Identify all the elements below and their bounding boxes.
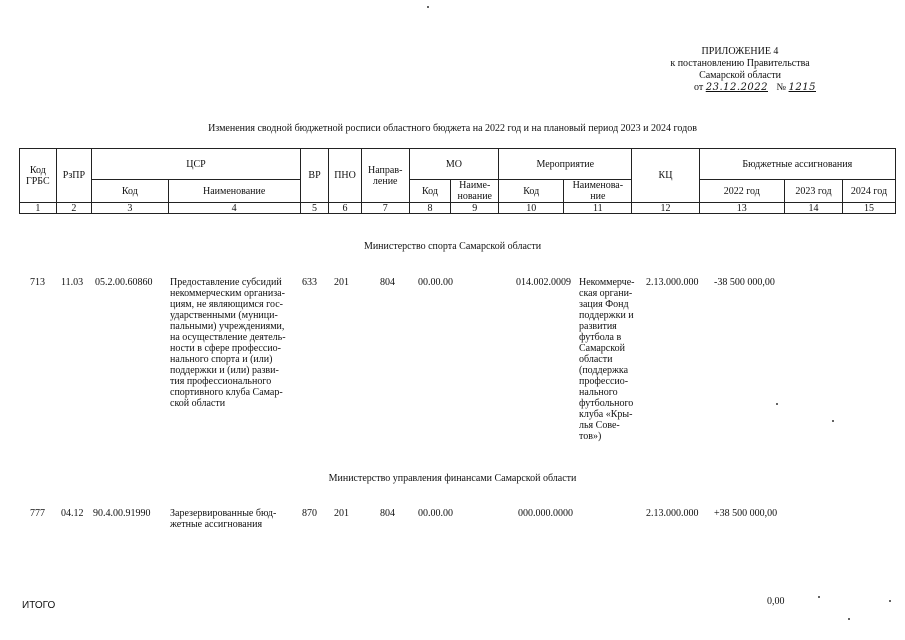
cell-kc: 2.13.000.000 xyxy=(646,508,699,519)
col-num-4: 4 xyxy=(168,203,300,214)
appendix-block xyxy=(640,46,840,94)
cell-meropr-kod: 014.002.0009 xyxy=(516,277,571,288)
col-napr: Направ- ление xyxy=(361,149,409,203)
decree-date: 23.12.2022 xyxy=(705,82,768,93)
col-vr: ВР xyxy=(300,149,328,203)
document-title: Изменения сводной бюджетной росписи областного бюджета на 2022 год и на плановый период 2023 и 2024 годов xyxy=(208,123,697,134)
table-header xyxy=(19,148,896,214)
col-rzpr: РзПР xyxy=(56,149,92,203)
col-num-8: 8 xyxy=(409,203,451,214)
cell-name: Предоставление субсидий некоммерческим организа- циям, не являющимся гос- ударственными (муници- пальными) учреждениями, на осуществление деятель- ности в сфере профессио- нального спорта и (или) поддержки и (или) разви- тия профессионального спортивного клуба Самар- ской области xyxy=(170,277,286,409)
total-label: ИТОГО xyxy=(22,600,56,611)
col-num-12: 12 xyxy=(632,203,699,214)
cell-napr: 804 xyxy=(380,277,395,288)
col-kod-grbs: Код ГРБС xyxy=(20,149,57,203)
cell-vr: 633 xyxy=(302,277,317,288)
cell-rzpr: 04.12 xyxy=(61,508,84,519)
col-meropr-name: Наименова- ние xyxy=(564,180,632,203)
scan-speck xyxy=(848,618,850,620)
col-num-5: 5 xyxy=(300,203,328,214)
col-budget: Бюджетные ассигнования xyxy=(699,149,895,180)
cell-mo: 00.00.00 xyxy=(418,277,453,288)
appendix-decree: к постановлению Правительства xyxy=(670,58,810,69)
cell-vr: 870 xyxy=(302,508,317,519)
col-mo-name: Наиме- нование xyxy=(451,180,499,203)
cell-2022: +38 500 000,00 xyxy=(714,508,778,519)
cell-meropr-kod: 000.000.0000 xyxy=(518,508,573,519)
scan-speck xyxy=(818,596,820,598)
col-csr-name: Наименование xyxy=(168,180,300,203)
cell-pno: 201 xyxy=(334,508,349,519)
cell-name: Зарезервированные бюд- жетные ассигнования xyxy=(170,508,277,530)
col-num-13: 13 xyxy=(699,203,784,214)
col-num-15: 15 xyxy=(843,203,896,214)
appendix-region: Самарской области xyxy=(699,70,781,81)
col-mo-kod: Код xyxy=(409,180,451,203)
total-value: 0,00 xyxy=(767,596,785,607)
appendix-date-line xyxy=(670,82,840,94)
col-num-11: 11 xyxy=(564,203,632,214)
col-2023: 2023 год xyxy=(785,180,843,203)
cell-napr: 804 xyxy=(380,508,395,519)
scan-speck xyxy=(427,6,429,8)
col-num-10: 10 xyxy=(499,203,564,214)
cell-grbs: 713 xyxy=(30,277,45,288)
col-meropr-kod: Код xyxy=(499,180,564,203)
date-prefix: от xyxy=(693,82,704,93)
col-2022: 2022 год xyxy=(699,180,784,203)
col-meropr: Мероприятие xyxy=(499,149,632,180)
col-num-1: 1 xyxy=(20,203,57,214)
scan-speck xyxy=(889,600,891,602)
col-kc: КЦ xyxy=(632,149,699,203)
col-csr: ЦСР xyxy=(92,149,301,180)
appendix-title: ПРИЛОЖЕНИЕ 4 xyxy=(701,46,779,57)
cell-csr: 05.2.00.60860 xyxy=(95,277,153,288)
col-num-6: 6 xyxy=(329,203,362,214)
col-2024: 2024 год xyxy=(843,180,896,203)
decree-number: 1215 xyxy=(788,82,816,93)
col-num-7: 7 xyxy=(361,203,409,214)
col-num-2: 2 xyxy=(56,203,92,214)
section-title: Министерство спорта Самарской области xyxy=(363,241,542,252)
col-mo: МО xyxy=(409,149,499,180)
cell-meropr-name: Некоммерче- ская органи- зация Фонд поддержки и развития футбола в Самарской области (поддержка профессио- нального футбольного клуба «Кры- лья Сове- тов») xyxy=(579,277,635,442)
col-num-3: 3 xyxy=(92,203,168,214)
cell-2022: -38 500 000,00 xyxy=(714,277,775,288)
col-num-14: 14 xyxy=(785,203,843,214)
cell-rzpr: 11.03 xyxy=(61,277,84,288)
scan-speck xyxy=(776,403,778,405)
cell-pno: 201 xyxy=(334,277,349,288)
col-num-9: 9 xyxy=(451,203,499,214)
cell-csr: 90.4.00.91990 xyxy=(93,508,151,519)
section-title: Министерство управления финансами Самарской области xyxy=(328,473,577,484)
col-csr-kod: Код xyxy=(92,180,168,203)
cell-kc: 2.13.000.000 xyxy=(646,277,699,288)
cell-mo: 00.00.00 xyxy=(418,508,453,519)
col-pno: ПНО xyxy=(329,149,362,203)
scan-speck xyxy=(832,420,834,422)
cell-grbs: 777 xyxy=(30,508,45,519)
number-prefix: № xyxy=(776,82,787,93)
